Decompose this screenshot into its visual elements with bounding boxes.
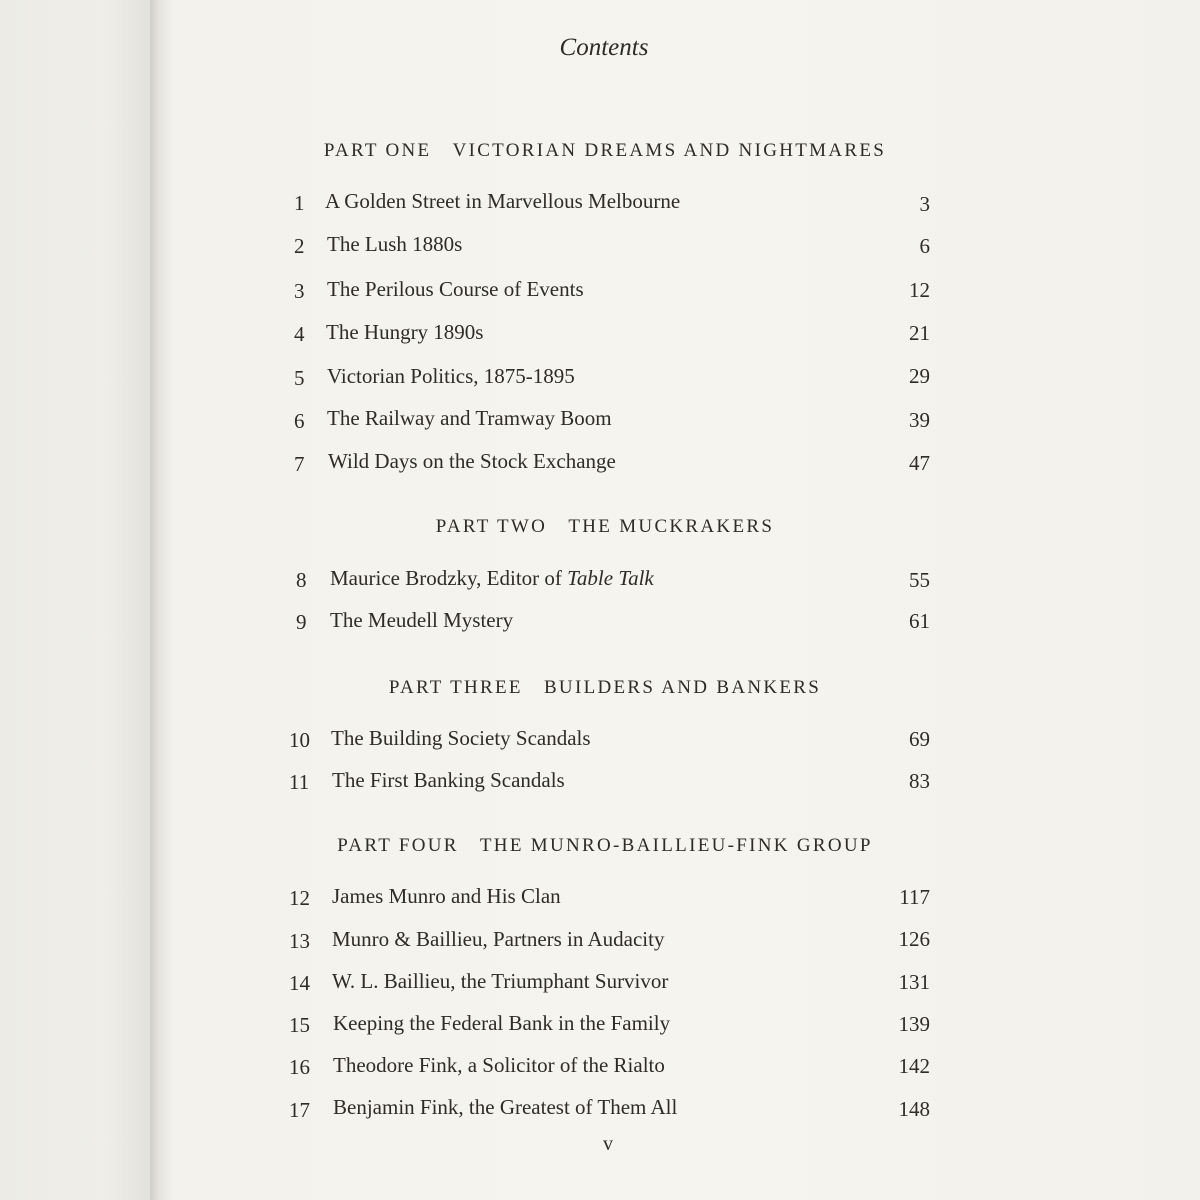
chapter-title: Victorian Politics, 1875-1895	[327, 364, 575, 388]
chapter-title: The First Banking Scandals	[332, 768, 565, 792]
chapter-title: The Perilous Course of Events	[327, 277, 584, 301]
chapter-number: 6	[294, 409, 305, 433]
page-number: 29	[909, 364, 930, 388]
part-title: BUILDERS AND BANKERS	[543, 677, 822, 698]
chapter-number: 1	[294, 191, 305, 215]
chapter-number: 5	[294, 366, 305, 390]
part-title: VICTORIAN DREAMS AND NIGHTMARES	[452, 140, 887, 161]
chapter-number: 16	[289, 1055, 310, 1079]
chapter-title: James Munro and His Clan	[332, 884, 561, 908]
chapter-number: 12	[289, 886, 310, 910]
chapter-number: 3	[294, 279, 305, 303]
chapter-number: 13	[289, 929, 310, 953]
chapter-number: 11	[289, 770, 310, 794]
part-title: THE MUNRO-BAILLIEU-FINK GROUP	[479, 835, 873, 856]
chapter-number: 9	[296, 610, 307, 634]
chapter-title-italic: Table Talk	[567, 566, 654, 590]
chapter-number: 7	[294, 452, 305, 476]
chapter-title: Wild Days on the Stock Exchange	[328, 449, 616, 473]
book-gutter	[150, 0, 172, 1200]
page-number: 83	[909, 769, 930, 793]
part-heading	[0, 677, 1200, 699]
page-number: 148	[898, 1097, 930, 1121]
left-page-edge	[0, 0, 150, 1200]
part-heading	[0, 835, 1200, 857]
part-label: PART FOUR	[337, 835, 459, 856]
chapter-number: 15	[289, 1013, 310, 1037]
chapter-title: Benjamin Fink, the Greatest of Them All	[333, 1095, 678, 1119]
chapter-title: The Meudell Mystery	[330, 608, 514, 632]
chapter-title: The Hungry 1890s	[326, 320, 484, 344]
part-label: PART THREE	[388, 677, 523, 698]
page-number: 12	[909, 278, 930, 302]
chapter-title: A Golden Street in Marvellous Melbourne	[325, 189, 681, 213]
chapter-title: The Building Society Scandals	[331, 726, 591, 750]
page-number: 126	[898, 927, 930, 951]
part-title: THE MUCKRAKERS	[568, 516, 775, 537]
page-number: 6	[919, 234, 930, 258]
chapter-title	[330, 566, 654, 591]
chapter-number: 4	[294, 322, 305, 346]
chapter-title: The Railway and Tramway Boom	[327, 406, 612, 430]
part-heading	[0, 140, 1200, 162]
page-number: 131	[898, 970, 930, 994]
chapter-title: The Lush 1880s	[327, 232, 463, 256]
chapter-number: 14	[289, 971, 310, 995]
contents-page	[172, 0, 1200, 1200]
chapter-title: Theodore Fink, a Solicitor of the Rialto	[333, 1053, 665, 1077]
part-label: PART ONE	[323, 140, 432, 161]
part-label: PART TWO	[435, 516, 548, 537]
page-folio: v	[603, 1133, 613, 1155]
chapter-title: Munro & Baillieu, Partners in Audacity	[332, 927, 665, 951]
page-number: 39	[909, 408, 930, 432]
part-heading	[0, 516, 1200, 538]
page-number: 61	[909, 609, 930, 633]
chapter-title-text: Maurice Brodzky, Editor of	[330, 566, 562, 590]
chapter-number: 10	[289, 728, 310, 752]
chapter-number: 17	[289, 1098, 310, 1122]
page-title: Contents	[559, 34, 649, 61]
chapter-title: W. L. Baillieu, the Triumphant Survivor	[332, 969, 669, 993]
page-number: 139	[898, 1012, 930, 1036]
chapter-number: 8	[296, 568, 307, 592]
page-number: 69	[909, 727, 930, 751]
chapter-number: 2	[294, 234, 305, 258]
page-number: 117	[899, 885, 930, 909]
page-number: 3	[919, 192, 930, 216]
page-number: 47	[909, 451, 930, 475]
page-number: 55	[909, 568, 930, 592]
page-number: 142	[898, 1054, 930, 1078]
chapter-title: Keeping the Federal Bank in the Family	[333, 1011, 671, 1035]
page-number: 21	[909, 321, 930, 345]
